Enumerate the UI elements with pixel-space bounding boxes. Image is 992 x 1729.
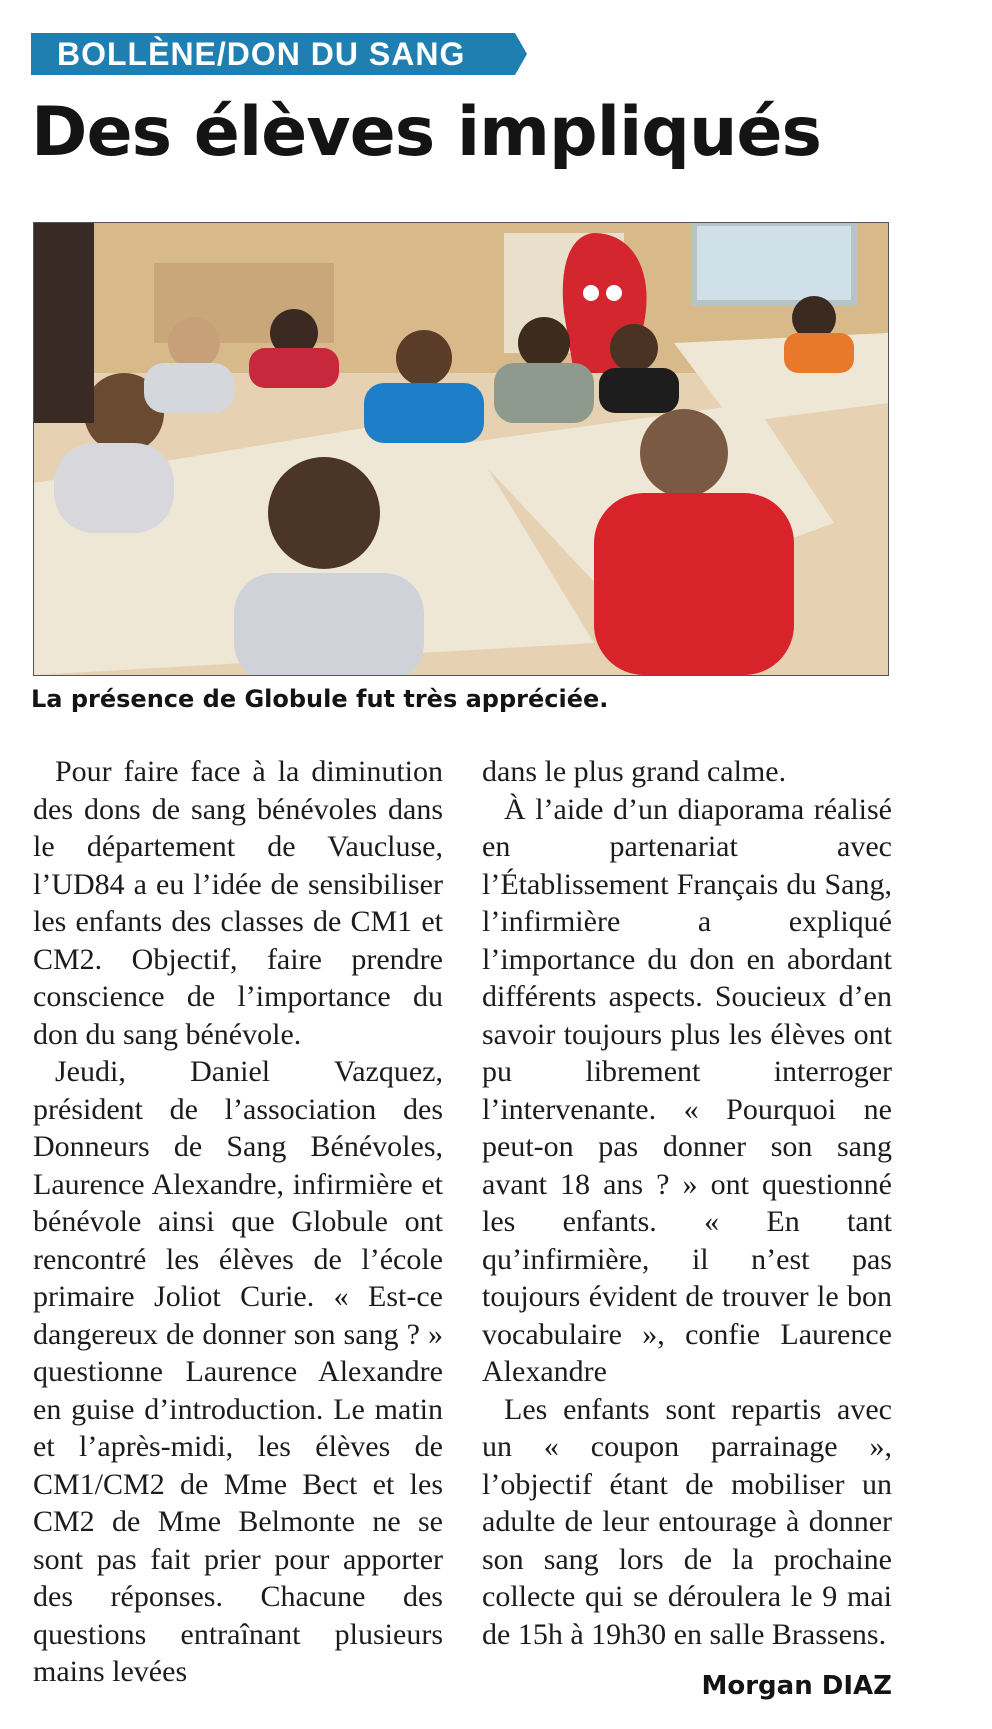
photo-caption: La présence de Globule fut très appréciée. [31,685,609,713]
kicker-label: BOLLÈNE/DON DU SANG [57,36,466,72]
article-column-right [482,753,892,1653]
paragraph: Jeudi, Daniel Vazquez, président de l’association des Donneurs de Sang Bénévoles, Laurence Alexandre, infirmière et bénévole ainsi que Globule ont rencontré les élèves de l’école primaire Joliot Curie. « Est-ce dangereux de donner son sang ? » questionne Laurence Alexandre en guise d’introduction. Le matin et l’après-midi, les élèves de CM1/CM2 de Mme Bect et les CM2 de Mme Belmonte ne se sont pas fait prier pour apporter des réponses. Chacune des questions entraînant plusieurs mains levées [33,1055,443,1688]
section-kicker [31,33,527,75]
author-signature: Morgan DIAZ [701,1671,892,1701]
article-photo [33,222,889,676]
article-headline: Des élèves impliqués [31,93,821,172]
classroom-illustration [34,223,888,675]
paragraph: dans le plus grand calme. [482,755,787,788]
paragraph: À l’aide d’un diaporama réalisé en partenariat avec l’Établissement Français du Sang, l’infirmière a expliqué l’importance du don en abordant différents aspects. Soucieux d’en savoir toujours plus les élèves ont pu librement interroger l’intervenante. « Pourquoi ne peut-on pas donner son sang avant 18 ans ? » ont questionné les enfants. « En tant qu’infirmière, il n’est pas toujours évident de trouver le bon vocabulaire », confie Laurence Alexandre [482,792,892,1388]
article-column-left [33,753,443,1691]
paragraph: Pour faire face à la diminution des dons de sang bénévoles dans le département de Vaucluse, l’UD84 a eu l’idée de sensibiliser les enfants des classes de CM1 et CM2. Objectif, faire prendre conscience de l’importance du don du sang bénévole. [33,755,443,1051]
paragraph: Les enfants sont repartis avec un « coupon parrainage », l’objectif étant de mobiliser un adulte de leur entourage à donner son sang lors de la prochaine collecte qui se déroulera le 9 mai de 15h à 19h30 en salle Brassens. [482,1392,892,1651]
